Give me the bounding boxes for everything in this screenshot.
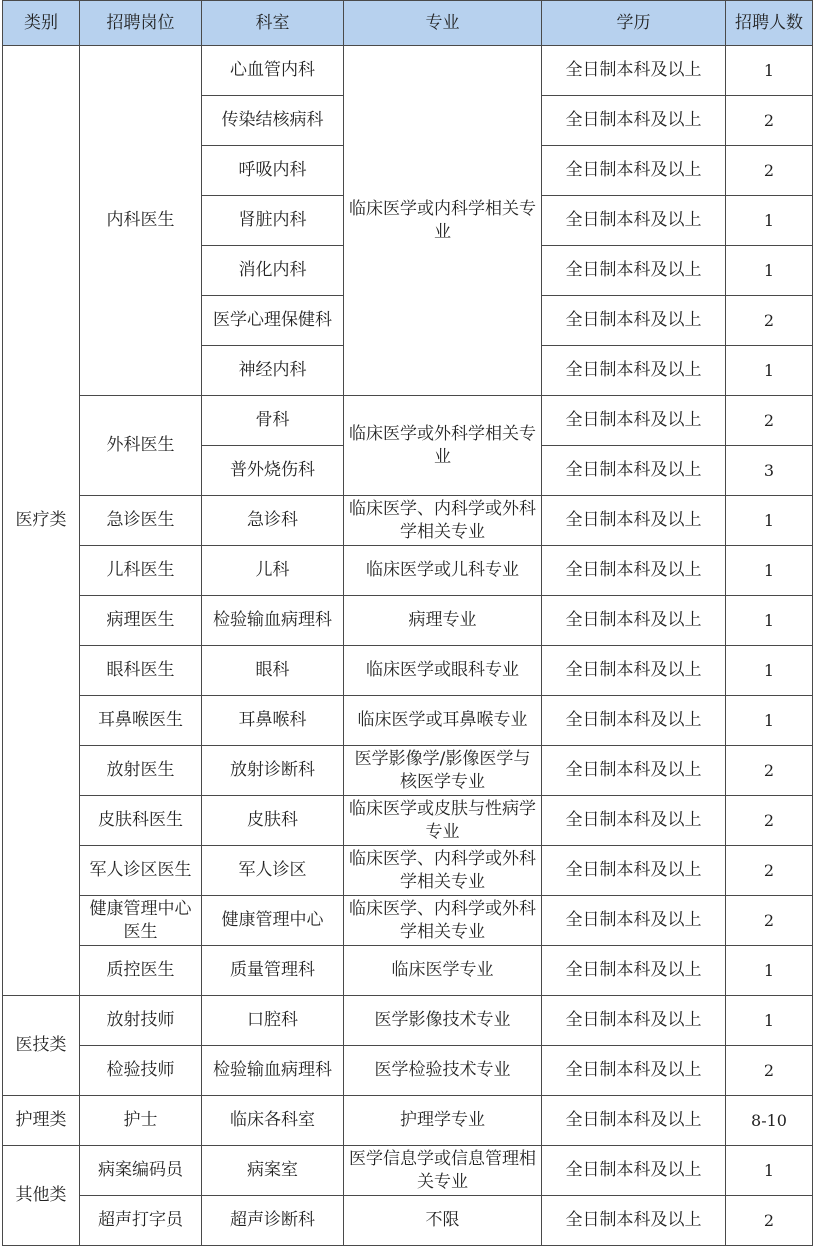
department-cell: 检验输血病理科 <box>202 1046 344 1096</box>
count-cell: 2 <box>726 896 813 946</box>
department-cell: 健康管理中心 <box>202 896 344 946</box>
major-cell: 临床医学专业 <box>344 946 542 996</box>
major-cell: 医学检验技术专业 <box>344 1046 542 1096</box>
table-row <box>3 546 813 596</box>
department-cell: 儿科 <box>202 546 344 596</box>
major-cell: 临床医学、内科学或外科学相关专业 <box>344 896 542 946</box>
count-cell: 1 <box>726 596 813 646</box>
education-cell: 全日制本科及以上 <box>542 1196 726 1246</box>
department-cell: 临床各科室 <box>202 1096 344 1146</box>
position-cell: 超声打字员 <box>80 1196 202 1246</box>
count-cell: 1 <box>726 546 813 596</box>
major-cell: 临床医学或内科学相关专业 <box>344 46 542 396</box>
header-count: 招聘人数 <box>726 1 813 46</box>
department-cell: 口腔科 <box>202 996 344 1046</box>
position-cell: 病案编码员 <box>80 1146 202 1196</box>
count-cell: 1 <box>726 496 813 546</box>
education-cell: 全日制本科及以上 <box>542 896 726 946</box>
count-cell: 1 <box>726 946 813 996</box>
position-cell: 放射技师 <box>80 996 202 1046</box>
department-cell: 超声诊断科 <box>202 1196 344 1246</box>
position-cell: 护士 <box>80 1096 202 1146</box>
count-cell: 1 <box>726 46 813 96</box>
department-cell: 消化内科 <box>202 246 344 296</box>
education-cell: 全日制本科及以上 <box>542 796 726 846</box>
education-cell: 全日制本科及以上 <box>542 646 726 696</box>
table-row <box>3 496 813 546</box>
position-cell: 放射医生 <box>80 746 202 796</box>
education-cell: 全日制本科及以上 <box>542 496 726 546</box>
count-cell: 1 <box>726 996 813 1046</box>
department-cell: 呼吸内科 <box>202 146 344 196</box>
count-cell: 2 <box>726 396 813 446</box>
department-cell: 耳鼻喉科 <box>202 696 344 746</box>
education-cell: 全日制本科及以上 <box>542 1146 726 1196</box>
education-cell: 全日制本科及以上 <box>542 346 726 396</box>
department-cell: 神经内科 <box>202 346 344 396</box>
department-cell: 骨科 <box>202 396 344 446</box>
department-cell: 急诊科 <box>202 496 344 546</box>
education-cell: 全日制本科及以上 <box>542 1046 726 1096</box>
major-cell: 临床医学、内科学或外科学相关专业 <box>344 846 542 896</box>
recruitment-table <box>2 0 813 1246</box>
position-cell: 军人诊区医生 <box>80 846 202 896</box>
header-row <box>3 1 813 46</box>
table-row <box>3 946 813 996</box>
table-row <box>3 46 813 96</box>
position-cell: 外科医生 <box>80 396 202 496</box>
table-row <box>3 846 813 896</box>
department-cell: 病案室 <box>202 1146 344 1196</box>
position-cell: 皮肤科医生 <box>80 796 202 846</box>
position-cell: 儿科医生 <box>80 546 202 596</box>
education-cell: 全日制本科及以上 <box>542 596 726 646</box>
count-cell: 1 <box>726 1146 813 1196</box>
education-cell: 全日制本科及以上 <box>542 246 726 296</box>
department-cell: 放射诊断科 <box>202 746 344 796</box>
education-cell: 全日制本科及以上 <box>542 196 726 246</box>
category-cell: 其他类 <box>3 1146 80 1246</box>
count-cell: 2 <box>726 1196 813 1246</box>
table-row <box>3 646 813 696</box>
department-cell: 心血管内科 <box>202 46 344 96</box>
count-cell: 2 <box>726 796 813 846</box>
education-cell: 全日制本科及以上 <box>542 46 726 96</box>
position-cell: 检验技师 <box>80 1046 202 1096</box>
education-cell: 全日制本科及以上 <box>542 696 726 746</box>
department-cell: 眼科 <box>202 646 344 696</box>
header-department: 科室 <box>202 1 344 46</box>
education-cell: 全日制本科及以上 <box>542 746 726 796</box>
major-cell: 临床医学或皮肤与性病学专业 <box>344 796 542 846</box>
major-cell: 医学影像技术专业 <box>344 996 542 1046</box>
position-cell: 眼科医生 <box>80 646 202 696</box>
major-cell: 临床医学、内科学或外科学相关专业 <box>344 496 542 546</box>
education-cell: 全日制本科及以上 <box>542 96 726 146</box>
table-row <box>3 1196 813 1246</box>
count-cell: 8-10 <box>726 1096 813 1146</box>
education-cell: 全日制本科及以上 <box>542 1096 726 1146</box>
department-cell: 质量管理科 <box>202 946 344 996</box>
count-cell: 1 <box>726 196 813 246</box>
count-cell: 2 <box>726 846 813 896</box>
table-row <box>3 796 813 846</box>
header-major: 专业 <box>344 1 542 46</box>
header-education: 学历 <box>542 1 726 46</box>
position-cell: 内科医生 <box>80 46 202 396</box>
education-cell: 全日制本科及以上 <box>542 396 726 446</box>
table-row <box>3 746 813 796</box>
education-cell: 全日制本科及以上 <box>542 946 726 996</box>
count-cell: 2 <box>726 146 813 196</box>
category-cell: 医技类 <box>3 996 80 1096</box>
position-cell: 病理医生 <box>80 596 202 646</box>
position-cell: 健康管理中心医生 <box>80 896 202 946</box>
table-row <box>3 1096 813 1146</box>
education-cell: 全日制本科及以上 <box>542 146 726 196</box>
major-cell: 临床医学或眼科专业 <box>344 646 542 696</box>
table-row <box>3 1046 813 1096</box>
education-cell: 全日制本科及以上 <box>542 446 726 496</box>
count-cell: 2 <box>726 1046 813 1096</box>
count-cell: 2 <box>726 96 813 146</box>
category-cell: 护理类 <box>3 1096 80 1146</box>
department-cell: 普外烧伤科 <box>202 446 344 496</box>
department-cell: 肾脏内科 <box>202 196 344 246</box>
header-category: 类别 <box>3 1 80 46</box>
department-cell: 医学心理保健科 <box>202 296 344 346</box>
position-cell: 急诊医生 <box>80 496 202 546</box>
major-cell: 医学信息学或信息管理相关专业 <box>344 1146 542 1196</box>
education-cell: 全日制本科及以上 <box>542 546 726 596</box>
count-cell: 1 <box>726 346 813 396</box>
department-cell: 传染结核病科 <box>202 96 344 146</box>
department-cell: 皮肤科 <box>202 796 344 846</box>
major-cell: 护理学专业 <box>344 1096 542 1146</box>
major-cell: 病理专业 <box>344 596 542 646</box>
education-cell: 全日制本科及以上 <box>542 996 726 1046</box>
position-cell: 质控医生 <box>80 946 202 996</box>
count-cell: 2 <box>726 746 813 796</box>
department-cell: 检验输血病理科 <box>202 596 344 646</box>
education-cell: 全日制本科及以上 <box>542 846 726 896</box>
major-cell: 医学影像学/影像医学与核医学专业 <box>344 746 542 796</box>
table-row <box>3 396 813 446</box>
major-cell: 临床医学或儿科专业 <box>344 546 542 596</box>
category-cell: 医疗类 <box>3 46 80 996</box>
education-cell: 全日制本科及以上 <box>542 296 726 346</box>
department-cell: 军人诊区 <box>202 846 344 896</box>
count-cell: 2 <box>726 296 813 346</box>
position-cell: 耳鼻喉医生 <box>80 696 202 746</box>
table-row <box>3 896 813 946</box>
count-cell: 3 <box>726 446 813 496</box>
table-row <box>3 696 813 746</box>
count-cell: 1 <box>726 246 813 296</box>
major-cell: 临床医学或耳鼻喉专业 <box>344 696 542 746</box>
major-cell: 不限 <box>344 1196 542 1246</box>
table-row <box>3 1146 813 1196</box>
count-cell: 1 <box>726 646 813 696</box>
table-row <box>3 596 813 646</box>
count-cell: 1 <box>726 696 813 746</box>
table-row <box>3 996 813 1046</box>
header-position: 招聘岗位 <box>80 1 202 46</box>
major-cell: 临床医学或外科学相关专业 <box>344 396 542 496</box>
